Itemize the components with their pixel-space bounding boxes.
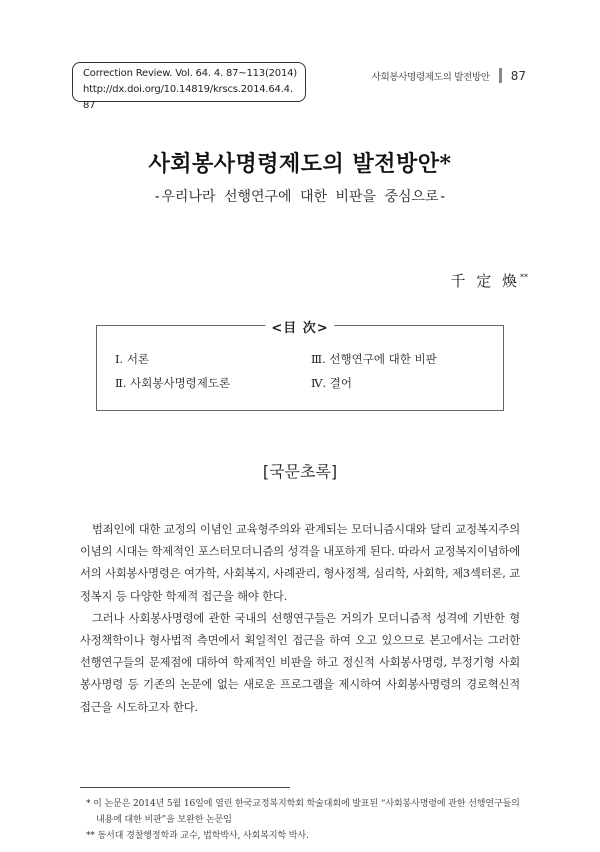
paper-subtitle: -우리나라 선행연구에 대한 비판을 중심으로- (152, 189, 447, 205)
running-head-title: 사회봉사명령제도의 발전방안 (371, 71, 490, 83)
citation-box (72, 62, 306, 111)
abstract-body (80, 519, 520, 719)
author-footnote-marker: ** (520, 273, 528, 282)
author-name: 千 定 煥 (450, 272, 520, 290)
footnotes (86, 796, 522, 844)
contents-item-introduction: Ⅰ. 서론 (115, 352, 150, 366)
footnote-divider (80, 787, 290, 788)
table-of-contents (96, 321, 504, 411)
header-divider (499, 68, 502, 83)
abstract-heading: [국문초록] (262, 462, 338, 481)
footnote-author-affiliation: ** 동서대 경찰행정학과 교수, 법학박사, 사회복지학 박사. (86, 831, 309, 841)
contents-list (115, 350, 487, 392)
running-header (372, 68, 526, 83)
abstract-paragraph: 그러나 사회봉사명령에 관한 국내의 선행연구들은 거의가 모더니즘적 성격에 기반한 형사정책학이나 형사법적 측면에서 획일적인 접근을 하여 오고 있으므로 본고에서는 그러한 선행연구들의 문제점에 대하여 학제적인 비판을 하고 정신적 사회봉사명령, 부정기형 사회봉사명령 등 기존의 논문에 없는 새로운 프로그램을 제시하여 사회봉사명령의 경로혁신적 접근을 시도하고자 한다. (80, 611, 520, 714)
citation-doi-link[interactable]: http://dx.doi.org/10.14819/krscs.2014.64.4. 87 (83, 84, 293, 111)
page-number: 87 (510, 68, 526, 83)
footnote-funding: * 이 논문은 2014년 5월 16일에 열린 한국교정복지학회 학술대회에 발표된 “사회봉사명령에 관한 선행연구들의 내용에 대한 비판”을 보완한 논문임 (86, 799, 520, 825)
contents-item-critique: Ⅲ. 선행연구에 대한 비판 (311, 352, 437, 366)
paper-title: 사회봉사명령제도의 발전방안* (148, 151, 452, 177)
abstract-paragraph: 범죄인에 대한 교정의 이념인 교육형주의와 관계되는 모더니즘시대와 달리 교정복지주의 이념의 시대는 학제적인 포스터모더니즘의 성격을 내포하게 된다. 따라서 교정복지이념하에서의 사회봉사명령은 여가학, 사회복지, 사례관리, 형사정책, 심리학, 사회학, 제3섹터론, 교정복지 등 다양한 학제적 접근을 해야 한다. (80, 523, 520, 603)
contents-heading: <目 次> (265, 317, 334, 336)
contents-item-theory: Ⅱ. 사회봉사명령제도론 (115, 376, 231, 390)
author-byline (450, 270, 528, 291)
contents-item-conclusion: Ⅳ. 결어 (311, 376, 353, 390)
citation-journal: Correction Review. Vol. 64. 4. 87~113(2014) (83, 68, 297, 79)
